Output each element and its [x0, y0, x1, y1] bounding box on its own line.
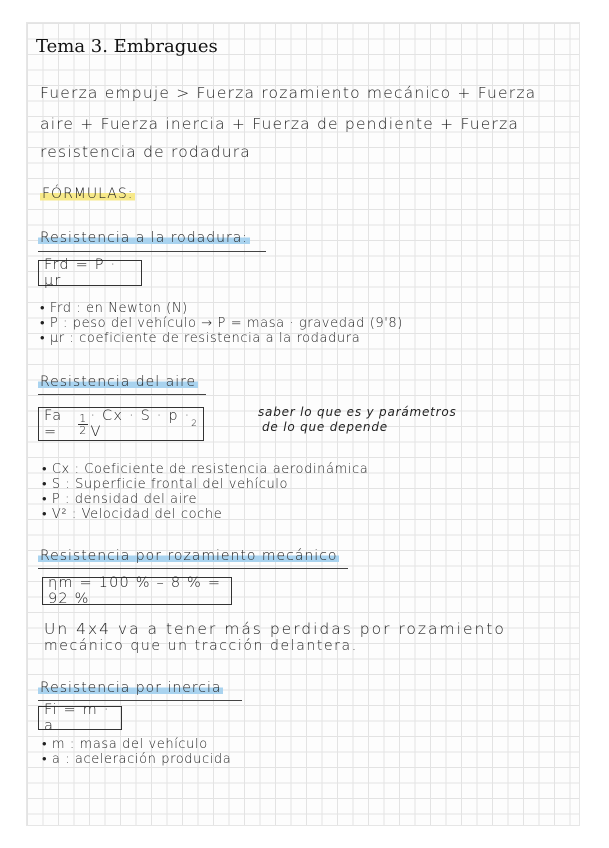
aire-item-1: • Cx : Coeficiente de resistencia aerodinámica: [42, 462, 369, 477]
mecanico-formula-box: ηm = 100 % – 8 % = 92 %: [42, 577, 232, 605]
aire-formula-box: Fa = $\frac{1}{2}$ · Cx · S · p · V 2: [38, 407, 204, 441]
aire-note-line-2: de lo que depende: [262, 420, 388, 434]
one-half-fraction: $\frac{1}{2}$: [79, 411, 88, 437]
mecanico-text-line-2: mecánico que un tracción delantera.: [44, 638, 358, 654]
aire-underline: [38, 394, 206, 395]
mecanico-heading: Resistencia por rozamiento mecánico: [40, 548, 338, 564]
aire-item-3: • P : densidad del aire: [42, 492, 198, 507]
aire-item-2: • S : Superficie frontal del vehículo: [42, 477, 289, 492]
rodadura-formula-box: Frd = P · μr: [38, 260, 142, 286]
intro-line-2: aire + Fuerza inercia + Fuerza de pendiente + Fuerza: [40, 115, 520, 133]
rodadura-item-1: • Frd : en Newton (N): [40, 301, 188, 316]
rodadura-item-3: • μr : coeficiente de resistencia a la rodadura: [40, 331, 361, 346]
aire-heading: Resistencia del aire: [40, 374, 197, 390]
intro-line-1: Fuerza empuje > Fuerza rozamiento mecánico + Fuerza: [40, 84, 537, 102]
inercia-heading: Resistencia por inercia: [40, 680, 222, 696]
mecanico-text-line-1: Un 4x4 va a tener más perdidas por rozamiento: [44, 620, 506, 638]
rodadura-heading: Resistencia a la rodadura:: [40, 230, 249, 246]
inercia-underline: [38, 700, 242, 701]
formulas-heading: FÓRMULAS:: [42, 186, 134, 202]
intro-line-3: resistencia de rodadura: [40, 143, 252, 161]
aire-note-line-1: saber lo que es y parámetros: [258, 405, 457, 419]
rodadura-item-2: • P : peso del vehículo → P = masa · gravedad (9'8): [40, 316, 403, 331]
aire-item-4: • V² : Velocidad del coche: [42, 507, 223, 522]
page-title: Tema 3. Embragues: [36, 36, 218, 57]
mecanico-underline: [38, 568, 348, 569]
inercia-item-2: • a : aceleración producida: [42, 752, 232, 767]
inercia-formula-box: Fi = m · a: [38, 706, 122, 730]
inercia-item-1: • m : masa del vehículo: [42, 737, 208, 752]
rodadura-underline: [38, 251, 266, 252]
